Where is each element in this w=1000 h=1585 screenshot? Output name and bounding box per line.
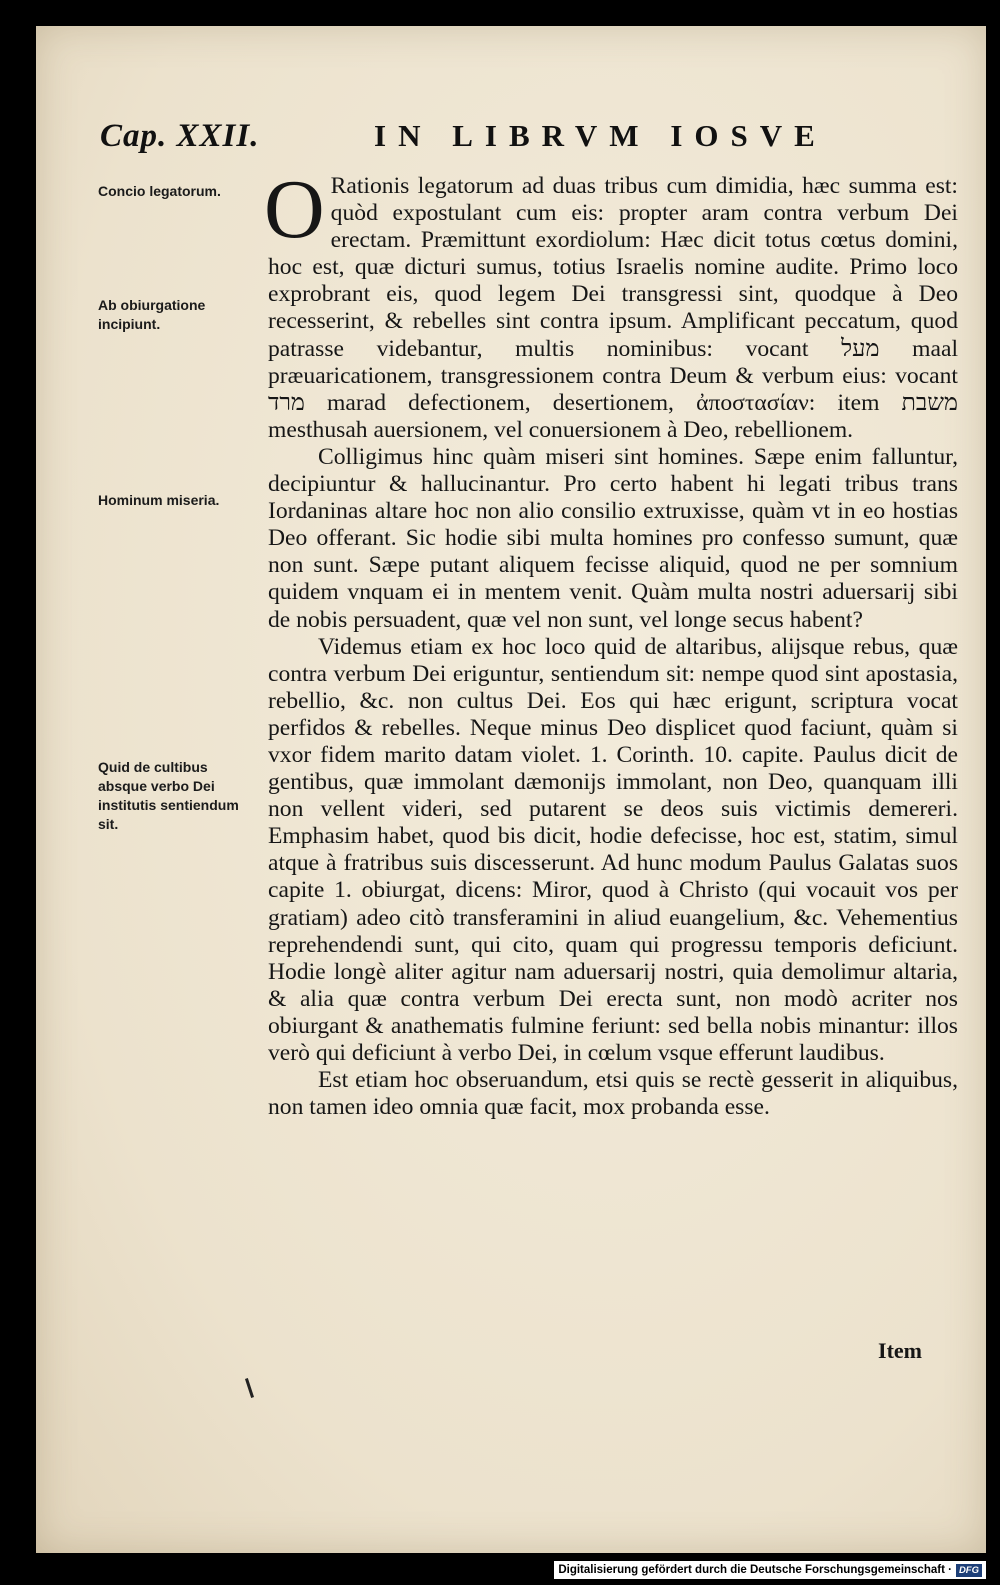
paragraph: [264, 163, 958, 444]
margin-note: Concio legatorum.: [98, 183, 221, 199]
drop-cap-initial: O: [264, 163, 325, 256]
catchword: Item: [878, 1338, 922, 1363]
margin-note: Hominum miseria.: [98, 492, 220, 508]
ink-mark: [245, 1378, 254, 1398]
running-title: IN LIBRVM IOSVE: [374, 118, 827, 153]
running-head: [96, 118, 926, 162]
book-page: [36, 26, 986, 1553]
paragraph: Videmus etiam ex hoc loco quid de altaribus, alijsque rebus, quæ contra verbum Dei eriguntur, sentiendum sit: nempe quod sint apostasia, rebellio, &c. non cultus Dei. Eos qui hæc erigunt, scriptura vocat perfidos & rebelles. Neque minus Deo displicet quod faciunt, quàm si vxor fidem marito datam violet. 1. Corinth. 10. capite. Paulus dicit de gentibus, quæ immolant dæmonijs immolant, non Deo, quanquam illi non vellent videri, sed putarent se deos suis victimis demereri. Emphasim habet, quod bis dicit, hodie defecisse, hoc est, statim, simul atque à fratribus suis discesserunt. Ad hunc modum Paulus Galatas suos capite 1. obiurgat, dicens: Miror, quod à Christo (qui vocauit vos per gratiam) adeo citò transferamini in aliud euangelium, &c. Vehementius reprehendendi sunt, qui cito, quam qui progressu temporis deficiunt. Hodie longè aliter agitur nam aduersarij nostri, quia demolimur altaria, & alia quæ contra verbum Dei erecta sunt, non modò acriter nos obiurgant & anathematis fulmine feriunt: sed bella nobis minantur: illos verò qui deficiunt à verbo Dei, in cœlum vsque efferunt laudibus.: [268, 633, 958, 1066]
dfg-logo: DFG: [956, 1564, 982, 1577]
digitization-credit: [554, 1561, 986, 1579]
main-text: [264, 163, 958, 1121]
margin-note: Ab obiurgatione incipiunt.: [98, 297, 206, 332]
paragraph: Est etiam hoc obseruandum, etsi quis se rectè gesserit in aliquibus, non tamen ideo omnia quæ facit, mox probanda esse.: [268, 1067, 958, 1121]
chapter-number: Cap. XXII.: [100, 118, 260, 154]
margin-note: Quid de cultibus absque verbo Dei institutis sentiendum sit.: [98, 759, 239, 832]
credit-text: Digitalisierung gefördert durch die Deutsche Forschungsgemeinschaft ·: [558, 1564, 952, 1576]
paragraph: Colligimus hinc quàm miseri sint homines. Sæpe enim falluntur, decipiuntur & hallucinantur. Pro certo habent hi legati tribus trans Iordaninas altare hoc non alio consilio extruxisse, quàm vt in eo hostias Deo offerant. Sic hodie sibi multa homines pro confesso sumunt, quæ non sunt. Sæpe putant aliquem fecisse aliquid, quod ne per somnium quidem vnquam ei in mentem venit. Quàm multa nostri aduersarij sibi de nobis persuadent, quæ vel non sunt, vel longe secus habent?: [268, 443, 958, 633]
paragraph-text: Rationis legatorum ad duas tribus cum dimidia, hæc summa est: quòd expostulant cum eis: propter aram contra verbum Dei erectam. Præmittunt exordiolum: Hæc dicit totus cœtus domini, hoc est, quæ dicturi sumus, totius Israelis nomine audite. Primo loco exprobrant eis, quod legem Dei transgressi sint, quodque à Deo recesserint, & rebelles sint contra ipsum. Amplificant peccatum, quod patrasse videbantur, multis nominibus: vocant מעל maal præuaricationem, transgressionem contra Deum & verbum eius: vocant מרד marad defectionem, desertionem, ἀποστασίαν: item משבת mesthusah auersionem, vel conuersionem à Deo, rebellionem.: [268, 173, 958, 443]
